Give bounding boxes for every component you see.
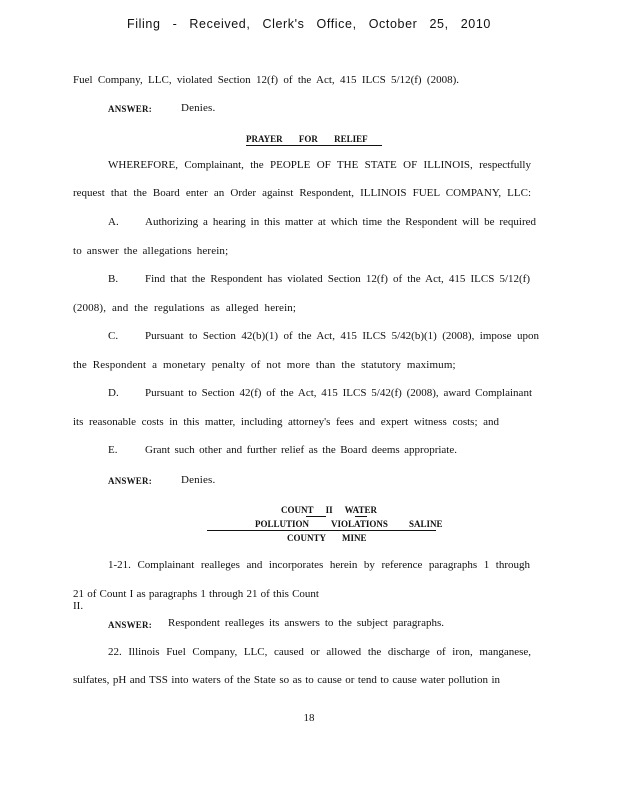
answer-label: ANSWER:	[108, 620, 152, 630]
paragraph-line: 1-21. Complainant realleges and incorporates herein by reference paragraphs 1 through	[108, 559, 530, 571]
paragraph-line: Pursuant to Section 42(b)(1) of the Act, 415 ILCS 5/42(b)(1) (2008), impose upon	[145, 330, 539, 342]
heading-rule	[207, 530, 436, 531]
item-letter: E.	[108, 444, 118, 456]
answer-text: Respondent realleges its answers to the subject paragraphs.	[168, 617, 444, 629]
answer-label: ANSWER:	[108, 476, 152, 486]
item-letter: A.	[108, 216, 119, 228]
paragraph-line: request that the Board enter an Order against Respondent, ILLINOIS FUEL COMPANY, LLC:	[73, 187, 531, 199]
heading-rule	[306, 516, 326, 517]
count-heading-violations: VIOLATIONS	[331, 519, 388, 529]
heading-rule	[355, 516, 367, 517]
count-heading-saline: SALINE	[409, 519, 443, 529]
filing-header: Filing - Received, Clerk's Office, October 25, 2010	[127, 17, 491, 31]
count-heading-county: COUNTY	[287, 533, 327, 543]
paragraph-line: Fuel Company, LLC, violated Section 12(f) of the Act, 415 ILCS 5/12(f) (2008).	[73, 74, 459, 86]
paragraph-line: to answer the allegations herein;	[73, 245, 229, 257]
count-heading-pollution: POLLUTION	[255, 519, 310, 529]
paragraph-line: its reasonable costs in this matter, including attorney's fees and expert witness costs; and	[73, 416, 499, 428]
count-heading-title: COUNT II WATER	[281, 505, 378, 515]
paragraph-line: Authorizing a hearing in this matter at which time the Respondent will be required	[145, 216, 536, 228]
item-letter: C.	[108, 330, 119, 342]
answer-text: Denies.	[181, 102, 216, 114]
paragraph-line: Pursuant to Section 42(f) of the Act, 415 ILCS 5/42(f) (2008), award Complainant	[145, 387, 532, 399]
page-number: 18	[303, 712, 315, 724]
answer-label: ANSWER:	[108, 104, 152, 114]
paragraph-line: Grant such other and further relief as the Board deems appropriate.	[145, 444, 457, 456]
answer-text: Denies.	[181, 474, 216, 486]
paragraph-line: WHEREFORE, Complainant, the PEOPLE OF THE STATE OF ILLINOIS, respectfully	[108, 159, 531, 171]
count-heading-mine: MINE	[342, 533, 367, 543]
paragraph-line: 21 of Count I as paragraphs 1 through 21 of this Count II.	[73, 588, 319, 612]
paragraph-line: sulfates, pH and TSS into waters of the State so as to cause or tend to cause water pollution in	[73, 674, 500, 686]
item-letter: B.	[108, 273, 119, 285]
paragraph-line: the Respondent a monetary penalty of not more than the statutory maximum;	[73, 359, 456, 371]
item-letter: D.	[108, 387, 119, 399]
paragraph-line: (2008), and the regulations as alleged herein;	[73, 302, 297, 314]
paragraph-line: Find that the Respondent has violated Section 12(f) of the Act, 415 ILCS 5/12(f)	[145, 273, 530, 285]
prayer-heading: PRAYER FOR RELIEF	[246, 133, 382, 146]
paragraph-line: 22. Illinois Fuel Company, LLC, caused or allowed the discharge of iron, manganese,	[108, 646, 531, 658]
